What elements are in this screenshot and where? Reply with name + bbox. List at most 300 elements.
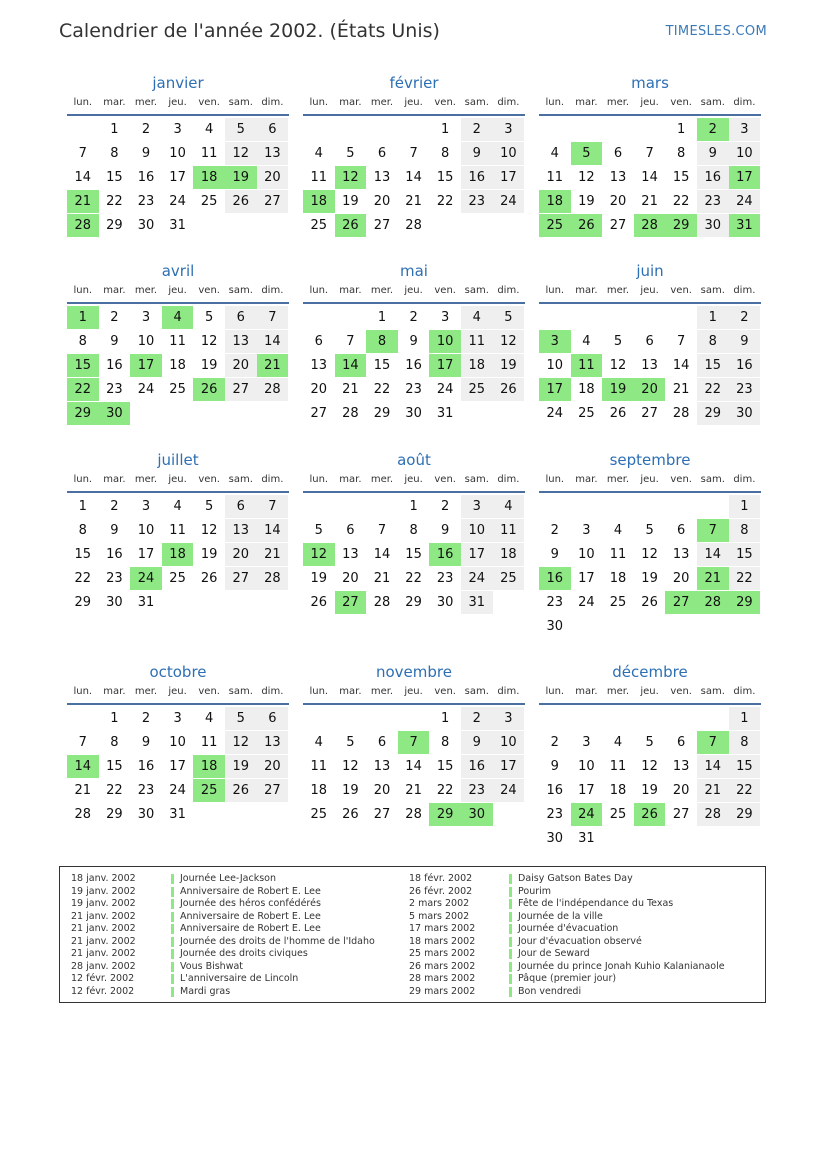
day-cell: 31 bbox=[169, 218, 186, 233]
day-grid bbox=[67, 118, 289, 238]
day-grid bbox=[539, 306, 761, 426]
legend-date: 19 janv. 2002 bbox=[71, 885, 136, 897]
day-cell: 13 bbox=[257, 142, 289, 165]
day-cell: 17 bbox=[493, 166, 525, 189]
holiday-day-cell: 12 bbox=[335, 166, 367, 189]
day-cell: 10 bbox=[578, 547, 595, 562]
month-name: septembre bbox=[609, 451, 691, 469]
day-cell: 19 bbox=[200, 547, 218, 562]
day-cell: 16 bbox=[137, 170, 155, 185]
day-cell: 4 bbox=[205, 122, 214, 137]
day-cell: 15 bbox=[74, 547, 92, 562]
weekday-label: mar. bbox=[339, 686, 362, 697]
day-cell: 30 bbox=[137, 218, 155, 233]
day-cell: 6 bbox=[346, 523, 355, 538]
empty-cell bbox=[665, 707, 697, 730]
legend-holiday-name: Pâque (premier jour) bbox=[518, 973, 617, 984]
empty-cell bbox=[366, 707, 398, 730]
day-cell: 16 bbox=[106, 547, 123, 562]
legend-holiday-name: Anniversaire de Robert E. Lee bbox=[180, 923, 321, 934]
day-cell: 6 bbox=[677, 735, 686, 750]
day-cell: 24 bbox=[546, 406, 564, 421]
day-cell: 25 bbox=[310, 807, 328, 822]
weekday-label: lun. bbox=[73, 474, 93, 485]
legend-date: 21 janv. 2002 bbox=[71, 910, 136, 922]
weekday-label: ven. bbox=[670, 474, 692, 485]
legend-holiday-name: Jour d'évacuation observé bbox=[518, 935, 642, 947]
day-cell: 3 bbox=[173, 122, 182, 137]
empty-cell bbox=[634, 707, 666, 730]
day-cell: 4 bbox=[493, 495, 525, 518]
day-cell: 7 bbox=[257, 306, 289, 329]
day-cell: 1 bbox=[110, 711, 119, 726]
weekday-label: jeu. bbox=[404, 686, 423, 697]
brand-link[interactable]: TIMESLES.COM bbox=[665, 24, 767, 39]
day-cell: 7 bbox=[257, 495, 289, 518]
day-cell: 28 bbox=[342, 406, 359, 421]
holiday-day-cell: 29 bbox=[729, 591, 761, 614]
day-cell: 25 bbox=[609, 595, 627, 610]
day-cell: 26 bbox=[342, 807, 359, 822]
day-cell: 22 bbox=[697, 378, 729, 401]
month-calendar bbox=[303, 260, 525, 426]
empty-cell bbox=[539, 306, 571, 329]
day-cell: 20 bbox=[225, 543, 257, 566]
holiday-day-cell: 18 bbox=[539, 190, 571, 213]
legend-date: 21 janv. 2002 bbox=[71, 923, 136, 934]
legend-holiday-name: Daisy Gatson Bates Day bbox=[518, 873, 633, 884]
month-name: août bbox=[397, 451, 431, 469]
day-cell: 6 bbox=[257, 707, 289, 730]
day-cell: 10 bbox=[137, 334, 155, 349]
weekday-label: mer. bbox=[370, 474, 394, 485]
empty-cell bbox=[335, 495, 367, 518]
day-cell: 8 bbox=[729, 519, 761, 542]
weekday-label: sam. bbox=[464, 285, 489, 296]
day-cell: 2 bbox=[110, 499, 119, 514]
day-cell: 13 bbox=[310, 358, 328, 373]
day-cell: 10 bbox=[729, 142, 761, 165]
day-cell: 13 bbox=[373, 170, 391, 185]
day-cell: 20 bbox=[609, 194, 627, 209]
empty-cell bbox=[335, 707, 367, 730]
day-grid bbox=[67, 306, 289, 426]
holiday-day-cell: 18 bbox=[162, 543, 194, 566]
day-cell: 14 bbox=[697, 755, 729, 778]
day-cell: 30 bbox=[546, 831, 564, 846]
legend-date: 12 févr. 2002 bbox=[71, 973, 135, 984]
legend-row bbox=[71, 873, 375, 886]
day-cell: 24 bbox=[493, 779, 525, 802]
weekday-label: sam. bbox=[464, 474, 489, 485]
weekday-label: jeu. bbox=[168, 285, 187, 296]
day-cell: 15 bbox=[106, 759, 123, 774]
weekday-label: lun. bbox=[73, 97, 93, 108]
legend-row bbox=[71, 973, 375, 986]
weekday-label: dim. bbox=[261, 97, 284, 108]
legend-holiday-name: Journée des héros confédérés bbox=[180, 898, 321, 909]
month-calendar bbox=[67, 661, 289, 827]
day-cell: 7 bbox=[409, 146, 418, 161]
weekday-header bbox=[539, 94, 761, 116]
holiday-day-cell: 8 bbox=[366, 330, 398, 353]
day-cell: 16 bbox=[106, 358, 123, 373]
weekday-label: ven. bbox=[434, 686, 456, 697]
empty-cell bbox=[303, 306, 335, 329]
day-cell: 12 bbox=[200, 523, 218, 538]
legend-date: 21 janv. 2002 bbox=[71, 935, 136, 947]
day-cell: 10 bbox=[493, 731, 525, 754]
day-cell: 15 bbox=[436, 759, 454, 774]
day-cell: 25 bbox=[578, 406, 595, 421]
day-cell: 19 bbox=[225, 755, 257, 778]
day-grid bbox=[303, 118, 525, 238]
day-cell: 12 bbox=[641, 759, 658, 774]
month-calendar bbox=[539, 449, 761, 639]
day-cell: 5 bbox=[225, 118, 257, 141]
day-cell: 3 bbox=[141, 310, 151, 325]
weekday-label: mar. bbox=[575, 97, 598, 108]
weekday-label: sam. bbox=[464, 686, 489, 697]
holiday-day-cell: 2 bbox=[697, 118, 729, 141]
legend-row bbox=[409, 986, 725, 999]
empty-cell bbox=[634, 306, 666, 329]
day-cell: 19 bbox=[200, 358, 218, 373]
day-cell: 13 bbox=[342, 547, 359, 562]
weekday-label: dim. bbox=[733, 97, 756, 108]
legend-date: 18 janv. 2002 bbox=[71, 873, 136, 884]
day-cell: 23 bbox=[729, 378, 761, 401]
day-cell: 11 bbox=[169, 334, 186, 349]
holiday-day-cell: 7 bbox=[697, 731, 729, 754]
day-cell: 23 bbox=[546, 807, 564, 822]
day-cell: 7 bbox=[645, 146, 654, 161]
day-cell: 1 bbox=[377, 310, 387, 325]
day-cell: 3 bbox=[173, 711, 182, 726]
weekday-label: sam. bbox=[228, 474, 253, 485]
empty-cell bbox=[366, 118, 398, 141]
day-cell: 23 bbox=[137, 783, 155, 798]
day-cell: 29 bbox=[74, 595, 92, 610]
empty-cell bbox=[335, 306, 367, 329]
day-cell: 20 bbox=[310, 382, 328, 397]
legend-row bbox=[409, 948, 725, 961]
day-cell: 28 bbox=[74, 807, 92, 822]
weekday-label: sam. bbox=[700, 97, 725, 108]
legend-holiday-name: Anniversaire de Robert E. Lee bbox=[180, 910, 321, 922]
legend-column-right bbox=[409, 873, 725, 998]
holiday-day-cell: 27 bbox=[335, 591, 367, 614]
legend-row bbox=[71, 986, 375, 999]
legend-row bbox=[409, 911, 725, 924]
legend-holiday-name: Pourim bbox=[518, 885, 552, 897]
day-cell: 20 bbox=[672, 783, 690, 798]
day-cell: 2 bbox=[441, 499, 450, 514]
weekday-label: lun. bbox=[309, 686, 329, 697]
day-cell: 23 bbox=[106, 571, 123, 586]
day-cell: 19 bbox=[641, 571, 658, 586]
day-cell: 18 bbox=[169, 358, 186, 373]
day-cell: 24 bbox=[436, 382, 454, 397]
day-cell: 15 bbox=[729, 543, 761, 566]
day-cell: 27 bbox=[257, 190, 289, 213]
day-cell: 10 bbox=[461, 519, 493, 542]
day-cell: 4 bbox=[461, 306, 493, 329]
day-cell: 22 bbox=[672, 194, 690, 209]
empty-cell bbox=[398, 118, 430, 141]
day-cell: 6 bbox=[225, 495, 257, 518]
day-grid bbox=[539, 495, 761, 639]
day-cell: 6 bbox=[377, 735, 387, 750]
day-cell: 17 bbox=[137, 547, 155, 562]
holiday-marker-icon bbox=[171, 899, 174, 909]
holiday-day-cell: 17 bbox=[729, 166, 761, 189]
day-cell: 31 bbox=[137, 595, 155, 610]
holiday-day-cell: 28 bbox=[67, 214, 99, 237]
day-cell: 28 bbox=[373, 595, 391, 610]
weekday-label: mar. bbox=[339, 285, 362, 296]
weekday-label: mer. bbox=[134, 97, 158, 108]
holiday-marker-icon bbox=[171, 949, 174, 959]
day-cell: 30 bbox=[137, 807, 155, 822]
legend-row bbox=[71, 936, 375, 949]
holiday-day-cell: 26 bbox=[335, 214, 367, 237]
month-calendar bbox=[303, 72, 525, 238]
weekday-label: sam. bbox=[700, 285, 725, 296]
weekday-label: sam. bbox=[700, 686, 725, 697]
weekday-header bbox=[67, 94, 289, 116]
holiday-day-cell: 24 bbox=[130, 567, 162, 590]
month-name: mai bbox=[400, 262, 428, 280]
day-cell: 1 bbox=[697, 306, 729, 329]
legend-date: 12 févr. 2002 bbox=[71, 985, 135, 997]
weekday-label: ven. bbox=[198, 285, 220, 296]
day-cell: 6 bbox=[225, 306, 257, 329]
day-cell: 7 bbox=[377, 523, 387, 538]
day-cell: 11 bbox=[546, 170, 564, 185]
day-cell: 16 bbox=[137, 759, 155, 774]
legend-row bbox=[409, 898, 725, 911]
weekday-label: dim. bbox=[733, 474, 756, 485]
day-cell: 19 bbox=[641, 783, 658, 798]
holiday-marker-icon bbox=[171, 874, 174, 884]
weekday-label: jeu. bbox=[640, 285, 659, 296]
legend-row bbox=[409, 961, 725, 974]
day-cell: 12 bbox=[225, 142, 257, 165]
day-cell: 21 bbox=[697, 779, 729, 802]
day-cell: 6 bbox=[613, 146, 623, 161]
weekday-label: mer. bbox=[370, 686, 394, 697]
legend-row bbox=[71, 911, 375, 924]
weekday-label: mer. bbox=[134, 686, 158, 697]
day-cell: 4 bbox=[613, 523, 623, 538]
holiday-day-cell: 29 bbox=[665, 214, 697, 237]
day-cell: 12 bbox=[578, 170, 595, 185]
empty-cell bbox=[602, 495, 634, 518]
day-cell: 11 bbox=[609, 759, 627, 774]
legend-holiday-name: L'anniversaire de Lincoln bbox=[180, 973, 299, 984]
weekday-label: sam. bbox=[464, 97, 489, 108]
month-name: juillet bbox=[157, 451, 199, 469]
month-name: avril bbox=[161, 262, 195, 280]
legend-row bbox=[71, 961, 375, 974]
day-cell: 20 bbox=[257, 166, 289, 189]
day-cell: 10 bbox=[137, 523, 155, 538]
day-cell: 25 bbox=[310, 218, 328, 233]
empty-cell bbox=[571, 707, 603, 730]
weekday-label: ven. bbox=[434, 97, 456, 108]
day-cell: 3 bbox=[493, 707, 525, 730]
day-cell: 26 bbox=[200, 571, 218, 586]
day-cell: 5 bbox=[346, 146, 355, 161]
weekday-label: mar. bbox=[339, 474, 362, 485]
holiday-day-cell: 17 bbox=[539, 378, 571, 401]
weekday-label: dim. bbox=[733, 686, 756, 697]
day-cell: 13 bbox=[373, 759, 391, 774]
holiday-day-cell: 29 bbox=[429, 803, 461, 826]
weekday-label: jeu. bbox=[640, 474, 659, 485]
day-cell: 14 bbox=[697, 543, 729, 566]
holiday-day-cell: 26 bbox=[193, 378, 225, 401]
holiday-day-cell: 26 bbox=[571, 214, 603, 237]
day-cell: 14 bbox=[373, 547, 391, 562]
day-cell: 7 bbox=[346, 334, 355, 349]
day-grid bbox=[67, 707, 289, 827]
day-cell: 23 bbox=[546, 595, 564, 610]
day-cell: 22 bbox=[106, 783, 123, 798]
weekday-label: mar. bbox=[103, 474, 126, 485]
day-cell: 20 bbox=[373, 783, 391, 798]
legend-row bbox=[71, 886, 375, 899]
day-cell: 8 bbox=[729, 731, 761, 754]
weekday-label: mar. bbox=[103, 285, 126, 296]
empty-cell bbox=[539, 707, 571, 730]
day-cell: 1 bbox=[677, 122, 686, 137]
day-grid bbox=[539, 118, 761, 238]
holiday-day-cell: 5 bbox=[571, 142, 603, 165]
weekday-label: mer. bbox=[606, 474, 630, 485]
day-cell: 13 bbox=[257, 731, 289, 754]
legend-date: 17 mars 2002 bbox=[409, 923, 476, 934]
legend-date: 2 mars 2002 bbox=[409, 898, 470, 909]
holiday-marker-icon bbox=[509, 874, 512, 884]
holiday-legend bbox=[59, 866, 766, 1003]
day-cell: 10 bbox=[493, 142, 525, 165]
weekday-header bbox=[67, 683, 289, 705]
empty-cell bbox=[634, 495, 666, 518]
weekday-label: jeu. bbox=[168, 97, 187, 108]
holiday-marker-icon bbox=[509, 899, 512, 909]
day-grid bbox=[303, 495, 525, 615]
legend-date: 18 févr. 2002 bbox=[409, 873, 473, 884]
day-cell: 3 bbox=[441, 310, 450, 325]
day-cell: 31 bbox=[436, 406, 454, 421]
day-cell: 15 bbox=[436, 170, 454, 185]
day-cell: 21 bbox=[641, 194, 658, 209]
day-cell: 10 bbox=[546, 358, 564, 373]
day-grid bbox=[303, 306, 525, 426]
day-cell: 26 bbox=[641, 595, 658, 610]
day-cell: 30 bbox=[106, 595, 123, 610]
day-cell: 15 bbox=[729, 755, 761, 778]
weekday-label: ven. bbox=[670, 97, 692, 108]
day-cell: 31 bbox=[169, 807, 186, 822]
day-cell: 30 bbox=[546, 619, 564, 634]
weekday-label: lun. bbox=[309, 285, 329, 296]
day-grid bbox=[303, 707, 525, 827]
day-cell: 4 bbox=[613, 735, 623, 750]
month-calendar bbox=[303, 449, 525, 615]
holiday-marker-icon bbox=[509, 974, 512, 984]
day-cell: 12 bbox=[225, 731, 257, 754]
holiday-marker-icon bbox=[171, 987, 174, 997]
day-cell: 18 bbox=[578, 382, 595, 397]
day-cell: 11 bbox=[461, 330, 493, 353]
day-cell: 20 bbox=[373, 194, 391, 209]
day-cell: 10 bbox=[169, 735, 186, 750]
day-cell: 21 bbox=[342, 382, 359, 397]
empty-cell bbox=[335, 118, 367, 141]
holiday-day-cell: 19 bbox=[602, 378, 634, 401]
day-cell: 15 bbox=[373, 358, 391, 373]
day-cell: 20 bbox=[342, 571, 359, 586]
weekday-label: mer. bbox=[606, 285, 630, 296]
day-cell: 13 bbox=[641, 358, 658, 373]
day-cell: 4 bbox=[314, 146, 323, 161]
day-cell: 23 bbox=[106, 382, 123, 397]
day-cell: 4 bbox=[173, 499, 182, 514]
day-cell: 23 bbox=[461, 779, 493, 802]
day-cell: 30 bbox=[436, 595, 454, 610]
legend-holiday-name: Journée Lee-Jackson bbox=[180, 873, 277, 884]
day-cell: 14 bbox=[257, 519, 289, 542]
day-cell: 28 bbox=[257, 378, 289, 401]
holiday-day-cell: 4 bbox=[162, 306, 194, 329]
day-cell: 18 bbox=[310, 783, 328, 798]
day-cell: 29 bbox=[729, 803, 761, 826]
day-cell: 5 bbox=[314, 523, 323, 538]
empty-cell bbox=[398, 707, 430, 730]
weekday-label: jeu. bbox=[168, 474, 187, 485]
empty-cell bbox=[571, 118, 603, 141]
weekday-header bbox=[303, 683, 525, 705]
holiday-day-cell: 31 bbox=[729, 214, 761, 237]
holiday-day-cell: 29 bbox=[67, 402, 99, 425]
month-calendar bbox=[303, 661, 525, 827]
day-cell: 22 bbox=[729, 567, 761, 590]
day-cell: 11 bbox=[609, 547, 627, 562]
holiday-marker-icon bbox=[171, 924, 174, 934]
day-cell: 29 bbox=[106, 218, 123, 233]
day-cell: 5 bbox=[493, 306, 525, 329]
empty-cell bbox=[67, 707, 99, 730]
legend-row bbox=[71, 948, 375, 961]
holiday-marker-icon bbox=[171, 887, 174, 897]
day-cell: 26 bbox=[609, 406, 627, 421]
legend-row bbox=[409, 873, 725, 886]
day-cell: 5 bbox=[645, 735, 654, 750]
day-cell: 13 bbox=[672, 547, 690, 562]
day-cell: 17 bbox=[578, 783, 595, 798]
holiday-day-cell: 7 bbox=[697, 519, 729, 542]
legend-holiday-name: Journée du prince Jonah Kuhio Kalanianaole bbox=[518, 960, 725, 972]
legend-holiday-name: Mardi gras bbox=[180, 985, 231, 997]
weekday-label: mar. bbox=[575, 686, 598, 697]
holiday-day-cell: 22 bbox=[67, 378, 99, 401]
weekday-header bbox=[303, 471, 525, 493]
day-cell: 9 bbox=[110, 334, 119, 349]
empty-cell bbox=[697, 495, 729, 518]
